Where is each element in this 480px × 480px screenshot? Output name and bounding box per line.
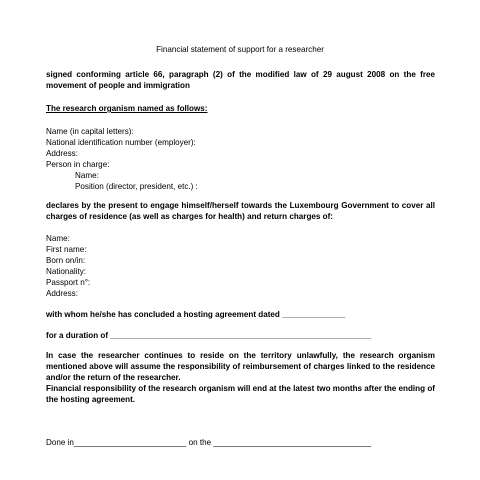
organism-heading: The research organism named as follows: [46,104,208,113]
researcher-born-label: Born on/in: [46,256,86,265]
hosting-agreement-line: with whom he/she has concluded a hosting agreement dated ______________ [46,310,346,319]
researcher-name-label: Name: [46,234,70,243]
researcher-nationality-label: Nationality: [46,267,87,276]
organism-national-id-label: National identification number (employer): [46,138,196,147]
declaration-paragraph: declares by the present to engage himself/herself towards the Luxembourg Government to cover all charges of residence (as well as charges for health) and return charges of: [46,201,435,221]
duration-line: for a duration of __________________________________________________________ [46,331,372,340]
financial-responsibility-end: Financial responsibility of the research organism will end at the latest two months after the ending of the hosting agreement. [46,384,435,404]
organism-address-label: Address: [46,149,78,158]
person-in-charge-name-label: Name: [75,171,99,180]
signature-line: Done in_________________________ on the ___________________________________ [46,438,371,447]
organism-name-label: Name (in capital letters): [46,127,134,136]
document-title: Financial statement of support for a researcher [156,45,324,54]
researcher-passport-label: Passport n°: [46,278,91,287]
researcher-first-name-label: First name: [46,245,87,254]
researcher-address-label: Address: [46,289,78,298]
person-in-charge-position-label: Position (director, president, etc.) : [75,182,198,191]
unlawful-residence-clause: In case the researcher continues to reside on the territory unlawfully, the research organism mentioned above will assume the responsibility of reimbursement of charges linked to the residence and/or the return of the researcher. [46,351,435,382]
legal-basis: signed conforming article 66, paragraph (2) of the modified law of 29 august 2008 on the free movement of people and immigration [46,70,435,90]
person-in-charge-label: Person in charge: [46,160,110,169]
